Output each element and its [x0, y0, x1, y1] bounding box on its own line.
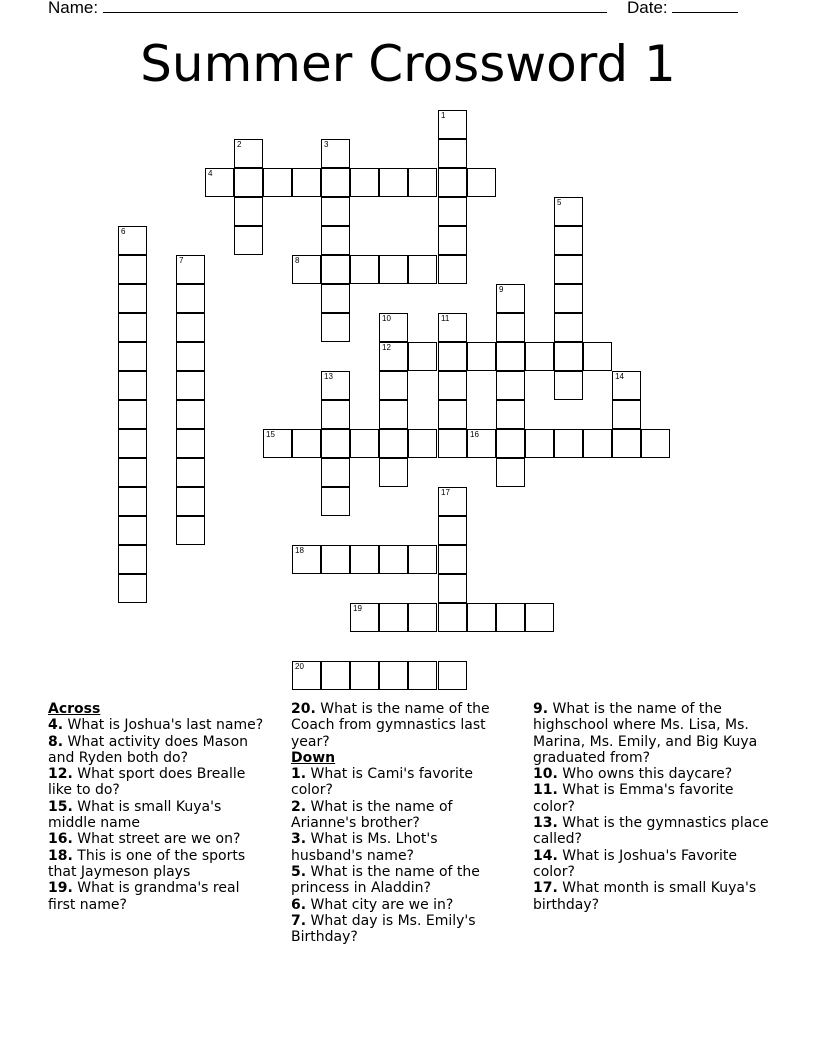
cell-number: 18	[295, 546, 304, 555]
grid-cell[interactable]	[379, 661, 408, 690]
cell-number: 14	[615, 372, 624, 381]
grid-cell[interactable]	[467, 168, 496, 197]
cell-number: 11	[441, 314, 450, 323]
page-title: Summer Crossword 1	[140, 35, 676, 93]
grid-cell[interactable]	[438, 545, 467, 574]
grid-cell[interactable]	[467, 342, 496, 371]
clue-number: 10.	[533, 766, 558, 783]
grid-cell[interactable]	[350, 255, 379, 284]
grid-cell[interactable]	[408, 429, 437, 458]
down-clue-list-continued	[533, 701, 773, 913]
grid-cell[interactable]	[525, 342, 554, 371]
grid-cell[interactable]	[641, 429, 670, 458]
grid-cell[interactable]	[554, 284, 583, 313]
grid-cell[interactable]	[379, 458, 408, 487]
grid-cell[interactable]	[467, 603, 496, 632]
down-clue	[533, 782, 773, 815]
grid-cell[interactable]	[612, 400, 641, 429]
grid-cell[interactable]	[234, 168, 263, 197]
grid-cell[interactable]	[379, 603, 408, 632]
clue-number: 13.	[533, 815, 558, 832]
clue-number: 8.	[48, 733, 64, 750]
cell-number: 3	[324, 140, 329, 149]
across-clue-list-continued	[291, 701, 513, 750]
cell-number: 12	[382, 343, 391, 352]
grid-cell[interactable]	[350, 168, 379, 197]
across-clue	[48, 831, 270, 847]
across-clue-list	[48, 717, 270, 913]
grid-cell[interactable]	[118, 574, 147, 603]
grid-cell[interactable]	[321, 313, 350, 342]
grid-cell[interactable]	[438, 255, 467, 284]
grid-cell[interactable]	[263, 168, 292, 197]
grid-cell[interactable]	[496, 429, 525, 458]
grid-cell[interactable]	[321, 255, 350, 284]
cell-number: 5	[557, 198, 562, 207]
clue-number: 14.	[533, 847, 558, 864]
clue-number: 5.	[291, 863, 307, 880]
clue-text: What is Joshua's Favorite color?	[533, 847, 737, 880]
grid-cell[interactable]	[438, 661, 467, 690]
grid-cell[interactable]	[118, 342, 147, 371]
grid-cell[interactable]	[176, 487, 205, 516]
down-clue	[291, 799, 513, 832]
down-clue	[291, 864, 513, 897]
grid-cell[interactable]	[176, 429, 205, 458]
clue-text: What is the name of the Coach from gymnastics last year?	[291, 701, 490, 750]
down-clue	[291, 897, 513, 913]
clue-text: What is Joshua's last name?	[63, 717, 264, 734]
grid-cell[interactable]	[379, 400, 408, 429]
clue-number: 4.	[48, 717, 64, 734]
cell-number: 20	[295, 662, 304, 671]
across-clue	[48, 717, 270, 733]
grid-cell[interactable]	[438, 168, 467, 197]
grid-cell[interactable]	[379, 545, 408, 574]
across-clue	[48, 880, 270, 913]
across-clues-column	[48, 701, 270, 913]
clue-number: 7.	[291, 912, 307, 929]
grid-cell[interactable]	[321, 487, 350, 516]
down-clue	[533, 848, 773, 881]
clue-number: 20.	[291, 701, 316, 717]
grid-cell[interactable]	[321, 661, 350, 690]
grid-cell[interactable]	[321, 284, 350, 313]
cell-number: 1	[441, 111, 446, 120]
clue-text: Who owns this daycare?	[557, 766, 733, 783]
grid-cell[interactable]	[118, 429, 147, 458]
cell-number: 9	[499, 285, 504, 294]
clue-text: What street are we on?	[72, 831, 241, 848]
grid-cell[interactable]	[496, 371, 525, 400]
grid-cell[interactable]	[176, 371, 205, 400]
grid-cell[interactable]	[525, 603, 554, 632]
clue-text: What is Ms. Lhot's husband's name?	[291, 831, 438, 864]
grid-cell[interactable]	[554, 371, 583, 400]
grid-cell[interactable]	[554, 429, 583, 458]
down-clue	[291, 766, 513, 799]
across-clue	[48, 734, 270, 767]
across-clue	[291, 701, 513, 750]
grid-cell[interactable]	[321, 226, 350, 255]
clue-text: What month is small Kuya's birthday?	[533, 880, 757, 913]
grid-cell[interactable]	[408, 545, 437, 574]
clue-number: 3.	[291, 831, 307, 848]
clue-text: What activity does Mason and Ryden both do?	[48, 733, 249, 766]
clue-text: What sport does Brealle like to do?	[48, 766, 246, 799]
grid-cell[interactable]	[292, 168, 321, 197]
across-clue	[48, 848, 270, 881]
down-clue	[533, 880, 773, 913]
cell-number: 10	[382, 314, 391, 323]
grid-cell[interactable]	[496, 342, 525, 371]
clue-number: 16.	[48, 831, 73, 848]
grid-cell[interactable]	[379, 255, 408, 284]
cell-number: 7	[179, 256, 184, 265]
grid-cell[interactable]	[350, 661, 379, 690]
down-clue	[533, 701, 773, 766]
clue-number: 15.	[48, 798, 73, 815]
grid-cell[interactable]	[350, 545, 379, 574]
grid-cell[interactable]	[408, 342, 437, 371]
clue-number: 1.	[291, 766, 307, 783]
grid-cell[interactable]	[379, 429, 408, 458]
grid-cell[interactable]	[438, 139, 467, 168]
cell-number: 6	[121, 227, 126, 236]
grid-cell[interactable]	[176, 342, 205, 371]
clue-number: 9.	[533, 701, 549, 717]
date-label: Date:	[627, 0, 668, 17]
down-heading: Down	[291, 749, 336, 766]
right-clues-column	[533, 701, 773, 913]
cell-number: 8	[295, 256, 300, 265]
clue-number: 6.	[291, 896, 307, 913]
grid-cell[interactable]	[438, 603, 467, 632]
grid-cell[interactable]	[554, 313, 583, 342]
cell-number: 15	[266, 430, 275, 439]
grid-cell[interactable]	[408, 661, 437, 690]
grid-cell[interactable]	[176, 458, 205, 487]
clue-text: What is the name of the princess in Aladdin?	[291, 863, 480, 897]
grid-cell[interactable]	[118, 458, 147, 487]
grid-cell[interactable]	[438, 429, 467, 458]
grid-cell[interactable]	[234, 226, 263, 255]
grid-cell[interactable]	[176, 400, 205, 429]
grid-cell[interactable]	[118, 400, 147, 429]
grid-cell[interactable]	[118, 487, 147, 516]
grid-cell[interactable]	[554, 342, 583, 371]
grid-cell[interactable]	[438, 226, 467, 255]
clue-number: 17.	[533, 880, 558, 897]
down-clue-list	[291, 766, 513, 945]
clue-number: 12.	[48, 766, 73, 783]
grid-cell[interactable]	[321, 545, 350, 574]
clue-number: 2.	[291, 798, 307, 815]
clue-text: What is Emma's favorite color?	[533, 782, 734, 815]
clue-text: What is grandma's real first name?	[48, 880, 240, 913]
clue-text: What city are we in?	[306, 896, 454, 913]
grid-cell[interactable]	[118, 313, 147, 342]
cell-number: 13	[324, 372, 333, 381]
grid-cell[interactable]	[321, 458, 350, 487]
cell-number: 17	[441, 488, 450, 497]
grid-cell[interactable]	[118, 371, 147, 400]
grid-cell[interactable]	[292, 429, 321, 458]
name-label: Name:	[48, 0, 99, 17]
grid-cell[interactable]	[554, 255, 583, 284]
grid-cell[interactable]	[496, 400, 525, 429]
grid-cell[interactable]	[176, 516, 205, 545]
grid-cell[interactable]	[612, 429, 641, 458]
down-clue	[533, 766, 773, 782]
grid-cell[interactable]	[525, 429, 554, 458]
grid-cell[interactable]	[118, 516, 147, 545]
cell-number: 19	[353, 604, 362, 613]
grid-cell[interactable]	[176, 284, 205, 313]
clue-text: What is the gymnastics place called?	[533, 815, 769, 848]
grid-cell[interactable]	[234, 197, 263, 226]
grid-cell[interactable]	[583, 342, 612, 371]
down-clue	[291, 913, 513, 946]
grid-cell[interactable]	[438, 574, 467, 603]
clue-text: What is small Kuya's middle name	[48, 798, 222, 832]
clue-number: 18.	[48, 847, 73, 864]
grid-cell[interactable]	[438, 516, 467, 545]
grid-cell[interactable]	[438, 197, 467, 226]
grid-cell[interactable]	[408, 603, 437, 632]
cell-number: 4	[208, 169, 213, 178]
grid-cell[interactable]	[554, 226, 583, 255]
clue-number: 11.	[533, 782, 558, 799]
clue-text: What is the name of the highschool where Ms. Lisa, Ms. Marina, Ms. Emily, and Big Kuya graduated from?	[533, 701, 758, 766]
middle-clues-column	[291, 701, 513, 945]
across-heading: Across	[48, 701, 101, 717]
grid-cell[interactable]	[321, 168, 350, 197]
grid-cell[interactable]	[118, 255, 147, 284]
grid-cell[interactable]	[496, 603, 525, 632]
grid-cell[interactable]	[408, 255, 437, 284]
grid-cell[interactable]	[438, 342, 467, 371]
grid-cell[interactable]	[118, 545, 147, 574]
grid-cell[interactable]	[118, 284, 147, 313]
grid-cell[interactable]	[408, 168, 437, 197]
cell-number: 16	[470, 430, 479, 439]
across-clue	[48, 799, 270, 832]
grid-cell[interactable]	[350, 429, 379, 458]
grid-cell[interactable]	[438, 400, 467, 429]
grid-cell[interactable]	[379, 168, 408, 197]
cell-number: 2	[237, 140, 242, 149]
grid-cell[interactable]	[321, 197, 350, 226]
grid-cell[interactable]	[176, 313, 205, 342]
clue-text: What day is Ms. Emily's Birthday?	[291, 912, 476, 946]
grid-cell[interactable]	[438, 371, 467, 400]
grid-cell[interactable]	[321, 400, 350, 429]
across-clue	[48, 766, 270, 799]
grid-cell[interactable]	[321, 429, 350, 458]
grid-cell[interactable]	[496, 458, 525, 487]
grid-cell[interactable]	[583, 429, 612, 458]
clue-text: What is the name of Arianne's brother?	[291, 798, 453, 832]
clue-text: What is Cami's favorite color?	[291, 766, 473, 799]
clue-number: 19.	[48, 880, 73, 897]
down-clue	[291, 831, 513, 864]
clue-text: This is one of the sports that Jaymeson plays	[48, 847, 246, 880]
grid-cell[interactable]	[496, 313, 525, 342]
down-clue	[533, 815, 773, 848]
grid-cell[interactable]	[379, 371, 408, 400]
